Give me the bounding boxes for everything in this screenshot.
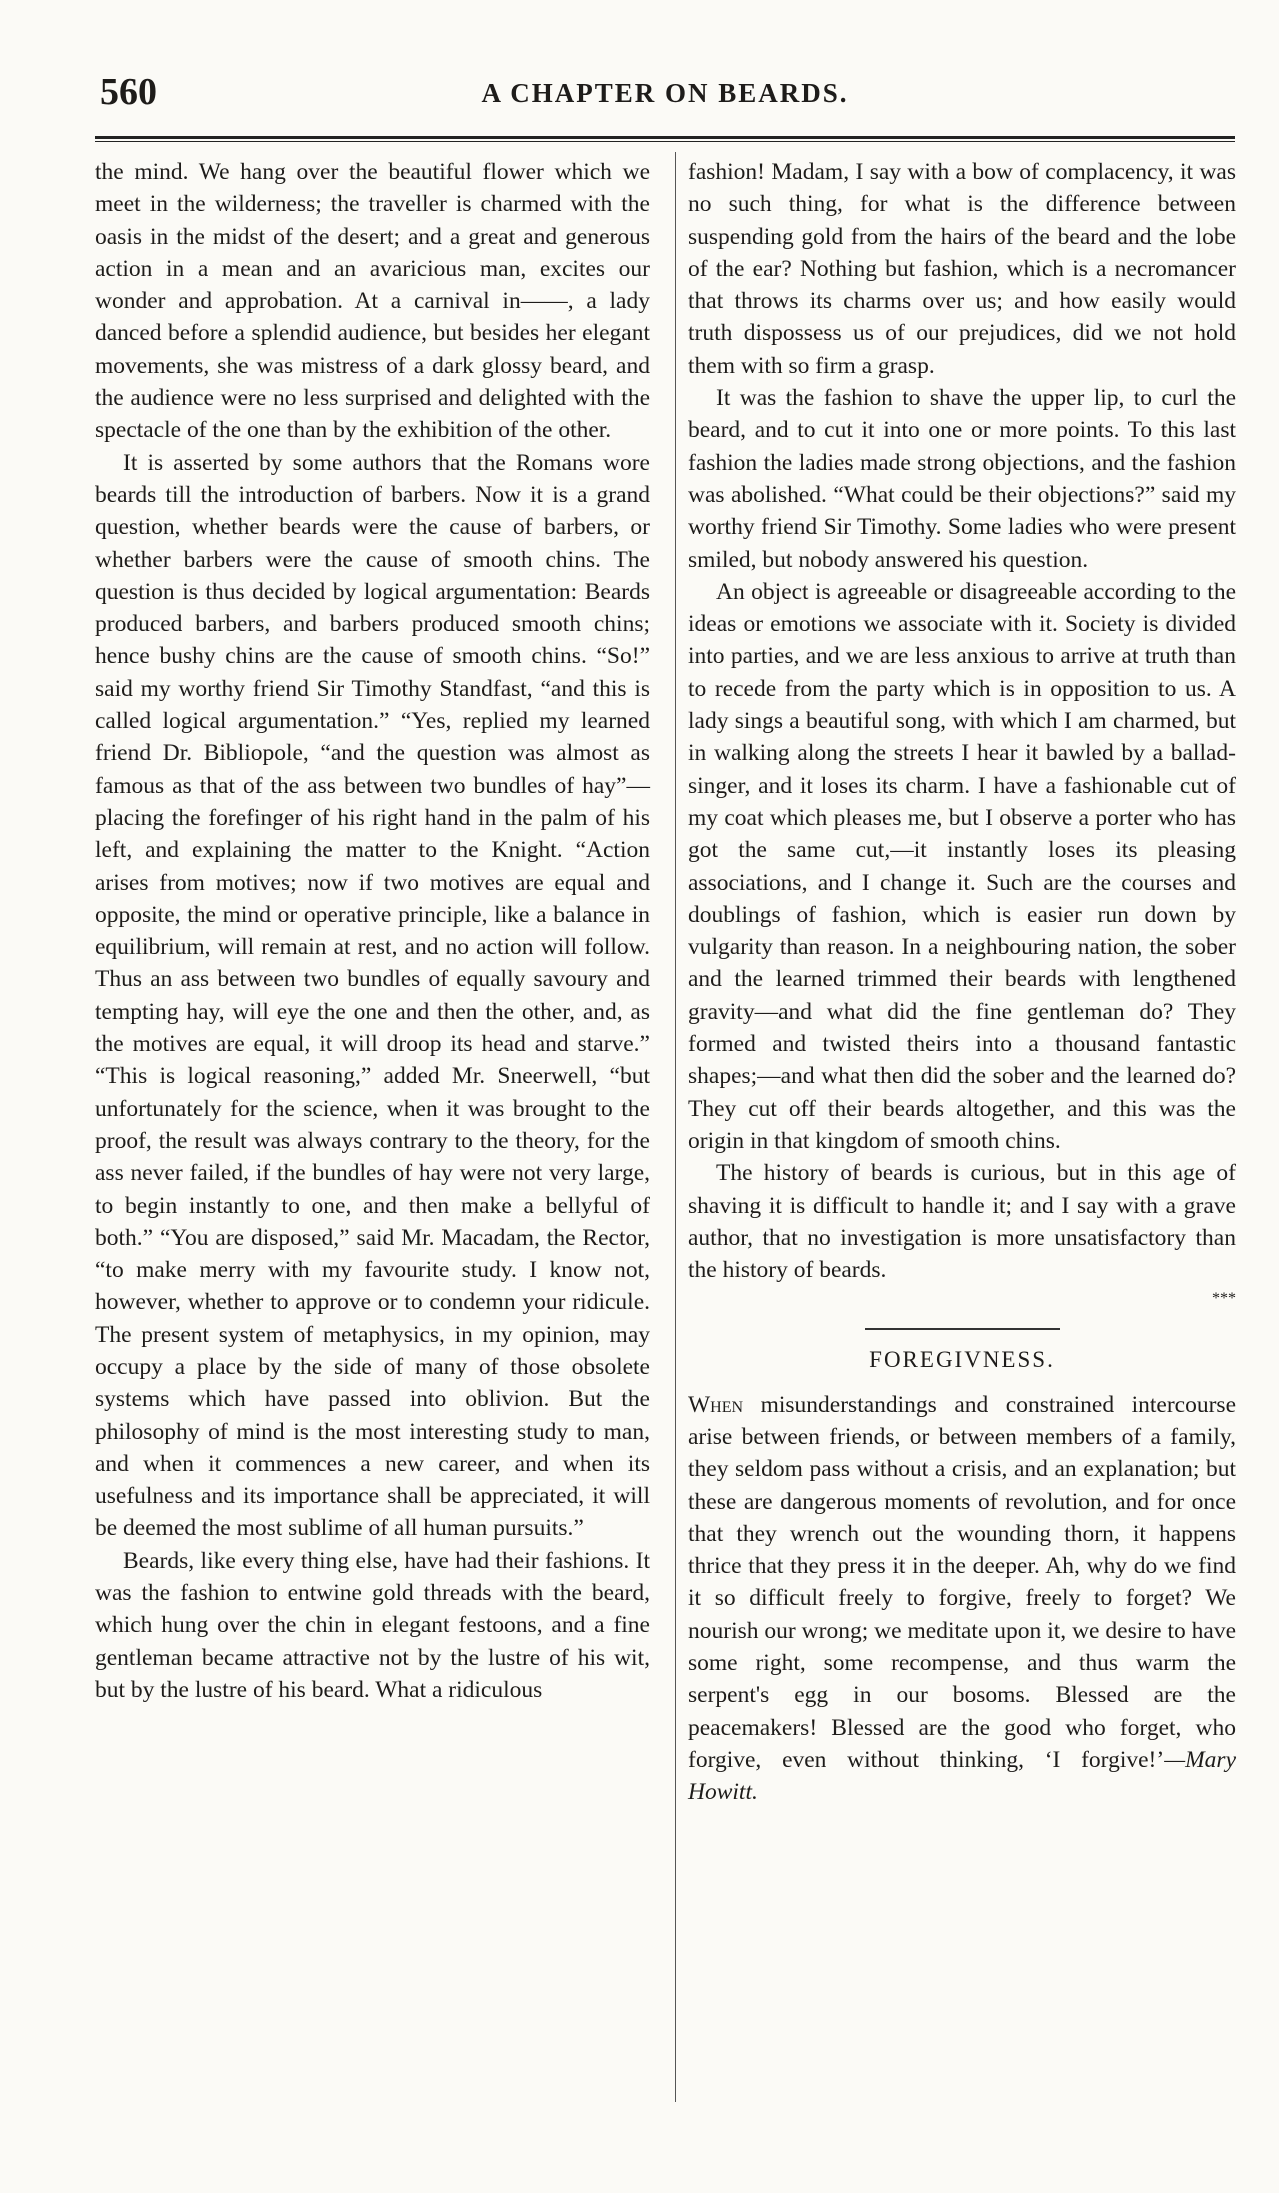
paragraph: The history of beards is curious, but in this age of shaving it is difficult to handle it; and I say with a grave author, that no investigation is more unsatisfactory than the history of beards. — [688, 1160, 1236, 1284]
paragraph: It is asserted by some authors that the Romans wore beards till the introduction of barbers. Now it is a grand question, whether beards were the cause of barbers, or whether barbers were the cause of smooth chins. The question is thus decided by logical argumentation: Beards produced barbers, and barbers produced smooth chins; hence bushy chins are the cause of smooth chins. “So!” said my worthy friend Sir Timothy Standfast, “and this is called logical argumentation.” “Yes, replied my learned friend Dr. Bibliopole, “and the question was almost as famous as that of the ass between two bundles of hay”—placing the forefinger of his right hand in the palm of his left, and explaining the matter to the Knight. “Action arises from motives; now if two motives are equal and opposite, the mind or operative principle, like a balance in equilibrium, will remain at rest, and no action will follow. Thus an ass between two bundles of equally savoury and tempting hay, will eye the one and then the other, and, as the motives are equal, it will droop its head and starve.” “This is logical reasoning,” added Mr. Sneerwell, “but unfortunately for the science, when it was brought to the proof, the result was always contrary to the theory, for the ass never failed, if the bundles of hay were not very large, to begin instantly to one, and then make a bellyful of both.” “You are disposed,” said Mr. Macadam, the Rector, “to make merry with my favourite study. I know not, however, whether to approve or to condemn your ridicule. The present system of metaphysics, in my opinion, may occupy a place by the side of many of those obsolete systems which have passed into oblivion. But the philosophy of mind is the most interesting study to man, and when it commences a new career, and when its usefulness and its importance shall be appreciated, it will be deemed the most sublime of all human pursuits.” — [95, 449, 650, 1542]
paragraph: fashion! Madam, I say with a bow of complacency, it was no such thing, for what is the difference between suspending gold from the hairs of the beard and the lobe of the ear? Nothing but fashion, which is a necromancer that throws its charms over us; and how easily would truth dispossess us of our prejudices, did we not hold them with so firm a grasp. — [688, 159, 1236, 379]
paragraph: An object is agreeable or disagreeable according to the ideas or emotions we associate with it. Society is divided into parties, and we are less anxious to arrive at truth than to recede from the party which is in opposition to us. A lady sings a beautiful song, with which I am charmed, but in walking along the streets I hear it bawled by a ballad-singer, and it loses its charm. I have a fashionable cut of my coat which pleases me, but I observe a porter who has got the same cut,—it instantly loses its pleasing associations, and I change it. Such are the courses and doublings of fashion, which is easier run down by vulgarity than reason. In a neighbouring nation, the sober and the learned trimmed their beards with lengthened gravity—and what did the fine gentleman do? They formed and twisted theirs into a thousand fantastic shapes;—and what then did the sober and the learned do? They cut off their beards altogether, and this was the origin in that kingdom of smooth chins. — [688, 578, 1236, 1154]
left-column — [95, 156, 650, 1706]
paragraph: It was the fashion to shave the upper lip, to curl the beard, and to cut it into one or more points. To this last fashion the ladies made strong objections, and the fashion was abolished. “What could be their objections?” said my worthy friend Sir Timothy. Some ladies who were present smiled, but nobody answered his question. — [688, 385, 1236, 573]
paragraph: Beards, like every thing else, have had their fashions. It was the fashion to entwine gold threads with the beard, which hung over the chin in elegant festoons, and a fine gentleman became attractive not by the lustre of his wit, but by the lustre of his beard. What a ridiculous — [95, 1547, 650, 1703]
running-title: A CHAPTER ON BEARDS. — [481, 78, 849, 108]
page-number: 560 — [100, 71, 157, 113]
section-title: FOREGIVNESS. — [869, 1347, 1055, 1373]
section-divider — [865, 1328, 1060, 1330]
section-end-stars: *** — [1212, 1290, 1236, 1308]
paragraph: the mind. We hang over the beautiful flower which we meet in the wilderness; the traveller is charmed with the oasis in the midst of the desert; and a great and generous action in a mean and an avaricious man, excites our wonder and approbation. At a carnival in——, a lady danced before a splendid audience, but besides her elegant movements, she was mistress of a dark glossy beard, and the audience were no less surprised and delighted with the spectacle of the one than by the exhibition of the other. — [95, 159, 650, 444]
first-word: When — [688, 1391, 744, 1418]
author-attribution: —Mary Howitt. — [688, 1746, 1236, 1806]
forgiveness-paragraph — [688, 1389, 1236, 1809]
header-rule — [95, 136, 1235, 142]
right-column — [688, 156, 1236, 1809]
paragraph-body: misunderstandings and constrained intercourse arise between friends, or between members of a family, they seldom pass without a crisis, and an explanation; but these are dangerous moments of revolution, and for once that they wrench out the wounding thorn, it happens thrice that they press it in the deeper. Ah, why do we find it so difficult freely to forgive, freely to forget? We nourish our wrong; we meditate upon it, we desire to have some right, some recompense, and thus warm the serpent's egg in our bosoms. Blessed are the peacemakers! Blessed are the good who forget, who forgive, even without thinking, ‘I forgive!’ — [688, 1391, 1236, 1773]
page-header — [95, 70, 1235, 130]
column-divider — [675, 152, 676, 2102]
